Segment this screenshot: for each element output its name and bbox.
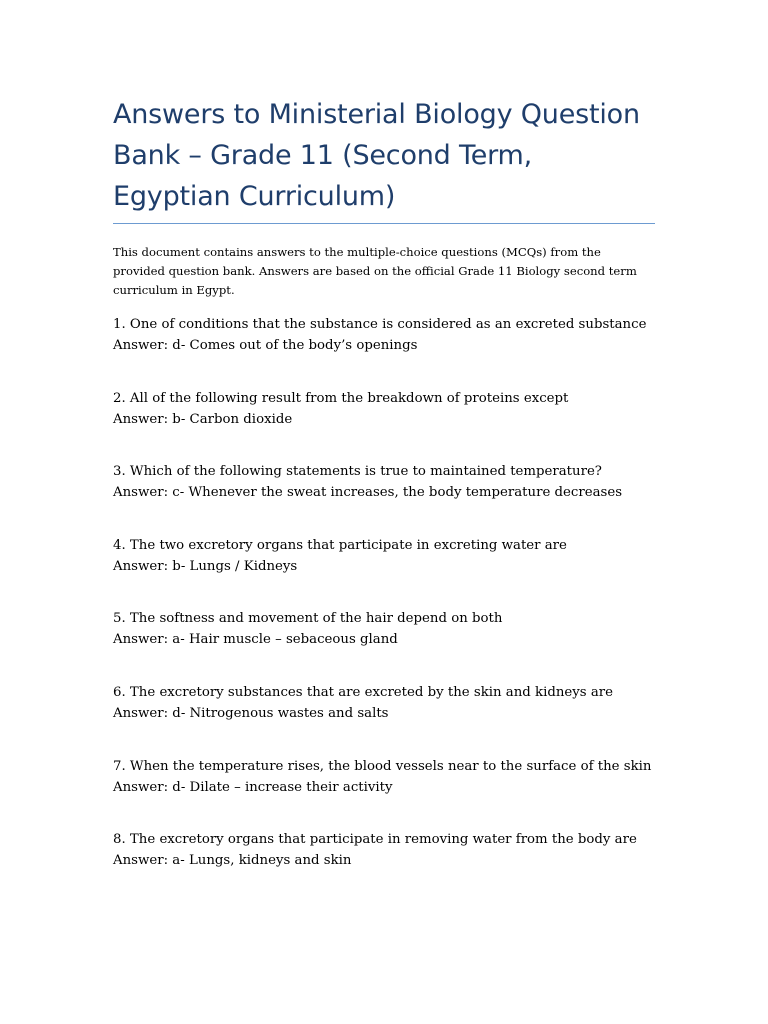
question-text: 2. All of the following result from the breakdown of proteins except [113, 390, 569, 406]
document-page [113, 94, 655, 903]
question-item-1 [113, 314, 655, 356]
question-item-7 [113, 756, 655, 798]
title-divider [113, 223, 655, 224]
answer-text: Answer: b- Lungs / Kidneys [113, 558, 298, 574]
intro-line: provided question bank. Answers are based on the official Grade 11 Biology second term [113, 264, 637, 278]
question-item-3 [113, 461, 655, 503]
question-item-8 [113, 829, 655, 871]
question-text: 1. One of conditions that the substance is considered as an excreted substance [113, 317, 647, 332]
question-text: 6. The excretory substances that are excreted by the skin and kidneys are [113, 684, 614, 700]
answer-text: Answer: d- Nitrogenous wastes and salts [113, 705, 389, 721]
question-text: 8. The excretory organs that participate in removing water from the body are [113, 832, 637, 848]
question-item-5 [113, 608, 655, 650]
question-item-2 [113, 388, 655, 430]
answer-text: Answer: b- Carbon dioxide [113, 411, 293, 427]
question-text: 5. The softness and movement of the hair depend on both [113, 611, 503, 627]
question-answer-list [113, 314, 655, 871]
question-text: 4. The two excretory organs that participate in excreting water are [113, 537, 567, 553]
answer-text: Answer: a- Hair muscle – sebaceous gland [113, 632, 398, 648]
title-line: Egyptian Curriculum) [113, 181, 396, 212]
intro-paragraph [113, 243, 653, 300]
document-title [113, 94, 655, 217]
intro-line: curriculum in Egypt. [113, 283, 235, 297]
title-line: Bank – Grade 11 (Second Term, [113, 140, 533, 171]
answer-text: Answer: a- Lungs, kidneys and skin [113, 853, 352, 869]
answer-text: Answer: d- Dilate – increase their activity [113, 779, 393, 795]
question-item-4 [113, 535, 655, 577]
answer-text: Answer: d- Comes out of the body’s openings [113, 338, 418, 353]
question-text: 7. When the temperature rises, the blood vessels near to the surface of the skin [113, 758, 652, 774]
answer-text: Answer: c- Whenever the sweat increases, the body temperature decreases [113, 485, 623, 501]
intro-line: This document contains answers to the multiple-choice questions (MCQs) from the [113, 245, 601, 259]
question-text: 3. Which of the following statements is true to maintained temperature? [113, 464, 602, 480]
title-line: Answers to Ministerial Biology Question [113, 99, 640, 130]
question-item-6 [113, 682, 655, 724]
